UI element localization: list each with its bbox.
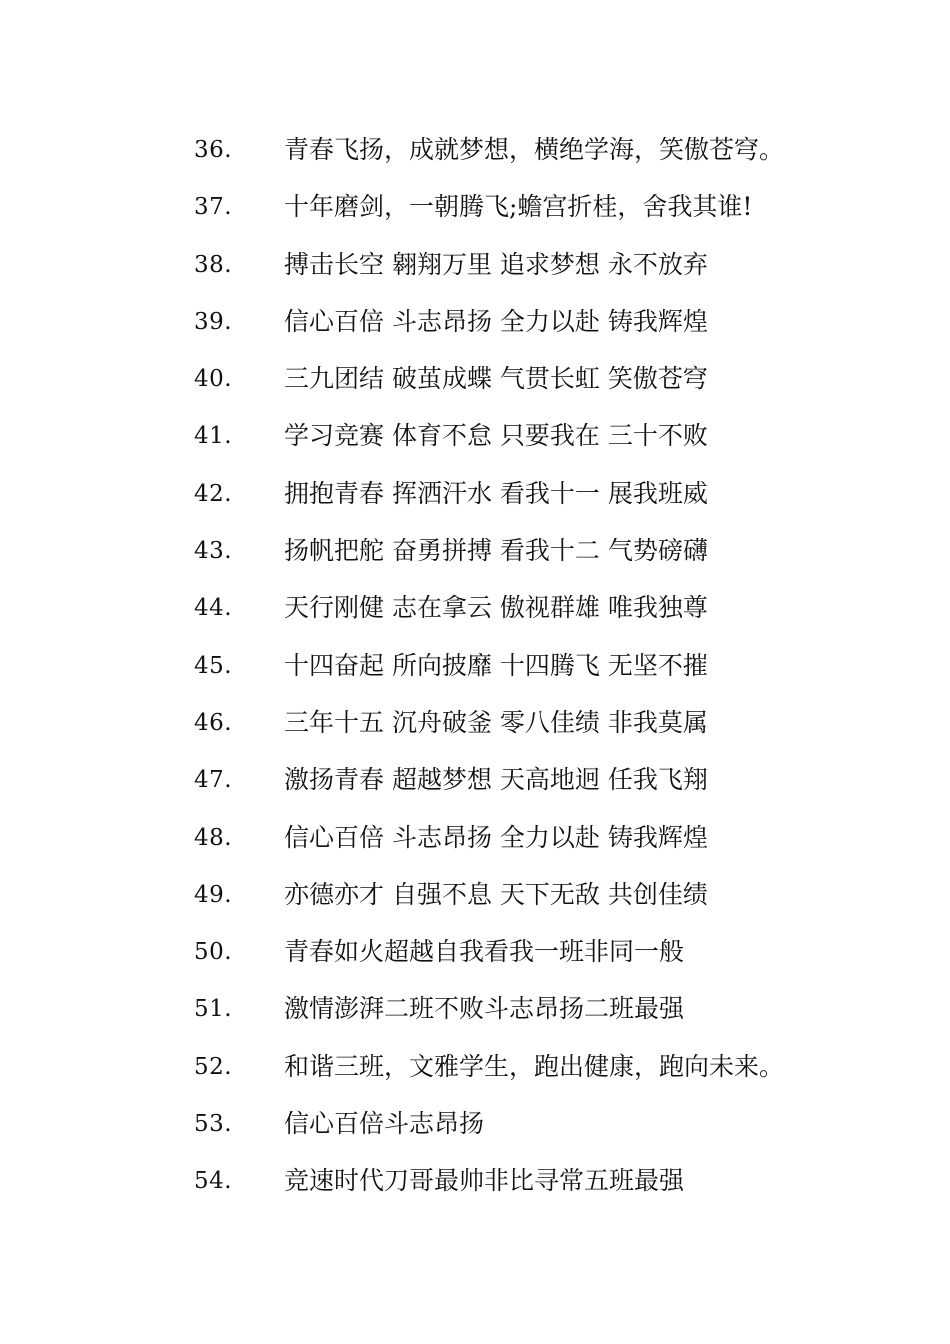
list-item: [0, 242, 950, 299]
item-text: 三九团结 破茧成蝶 气贯长虹 笑傲苍穹: [284, 364, 708, 394]
item-number: 52.: [194, 1053, 233, 1080]
item-number: 40.: [194, 366, 233, 393]
item-text: 信心百倍 斗志昂扬 全力以赴 铸我辉煌: [284, 306, 708, 336]
slogan-list: [0, 127, 950, 1216]
item-text: 三年十五 沉舟破釜 零八佳绩 非我莫属: [284, 707, 708, 737]
item-number: 41.: [194, 423, 233, 450]
item-text: 学习竞赛 体育不怠 只要我在 三十不败: [284, 421, 708, 451]
list-item: [0, 986, 950, 1043]
item-number: 36.: [194, 137, 233, 163]
item-text: 拥抱青春 挥洒汗水 看我十一 展我班威: [284, 478, 708, 508]
item-text: 和谐三班，文雅学生，跑出健康，跑向未来。: [284, 1051, 785, 1081]
list-item: [0, 299, 950, 356]
item-number: 47.: [194, 767, 233, 794]
list-item: [0, 872, 950, 929]
item-text: 十四奋起 所向披靡 十四腾飞 无坚不摧: [284, 650, 708, 680]
item-number: 38.: [194, 251, 233, 278]
list-item: [0, 585, 950, 642]
item-number: 48.: [194, 824, 233, 851]
item-text: 竞速时代刀哥最帅非比寻常五班最强: [284, 1166, 685, 1196]
item-number: 45.: [194, 652, 233, 679]
item-text: 激扬青春 超越梦想 天高地迥 任我飞翔: [284, 765, 708, 795]
list-item: [0, 127, 950, 184]
item-text: 十年磨剑，一朝腾飞;蟾宫折桂，舍我其谁!: [284, 192, 753, 222]
item-number: 39.: [194, 308, 233, 335]
list-item: [0, 815, 950, 872]
list-item: [0, 184, 950, 241]
item-number: 43.: [194, 538, 233, 565]
list-item: [0, 356, 950, 413]
item-text: 激情澎湃二班不败斗志昂扬二班最强: [284, 994, 685, 1024]
item-number: 51.: [194, 996, 233, 1023]
list-item: [0, 1044, 950, 1101]
list-item: [0, 1101, 950, 1158]
item-text: 信心百倍斗志昂扬: [284, 1109, 485, 1139]
item-text: 青春飞扬，成就梦想，横绝学海，笑傲苍穹。: [284, 135, 785, 164]
list-item: [0, 1158, 950, 1215]
item-text: 亦德亦才 自强不息 天下无敌 共创佳绩: [284, 879, 708, 909]
list-item: [0, 700, 950, 757]
item-number: 49.: [194, 881, 233, 908]
list-item: [0, 413, 950, 470]
item-number: 53.: [194, 1111, 233, 1138]
list-item: [0, 757, 950, 814]
item-number: 46.: [194, 709, 233, 736]
item-number: 44.: [194, 595, 233, 622]
item-text: 天行刚健 志在拿云 傲视群雄 唯我独尊: [284, 593, 708, 623]
item-number: 50.: [194, 939, 233, 966]
item-number: 54.: [194, 1168, 233, 1195]
item-text: 青春如火超越自我看我一班非同一般: [284, 937, 685, 967]
item-number: 42.: [194, 480, 233, 507]
item-text: 信心百倍 斗志昂扬 全力以赴 铸我辉煌: [284, 822, 708, 852]
list-item: [0, 929, 950, 986]
item-text: 扬帆把舵 奋勇拼搏 看我十二 气势磅礴: [284, 536, 708, 566]
list-item: [0, 528, 950, 585]
list-item: [0, 643, 950, 700]
list-item: [0, 471, 950, 528]
item-text: 搏击长空 翱翔万里 追求梦想 永不放弃: [284, 249, 708, 279]
item-number: 37.: [194, 194, 233, 221]
